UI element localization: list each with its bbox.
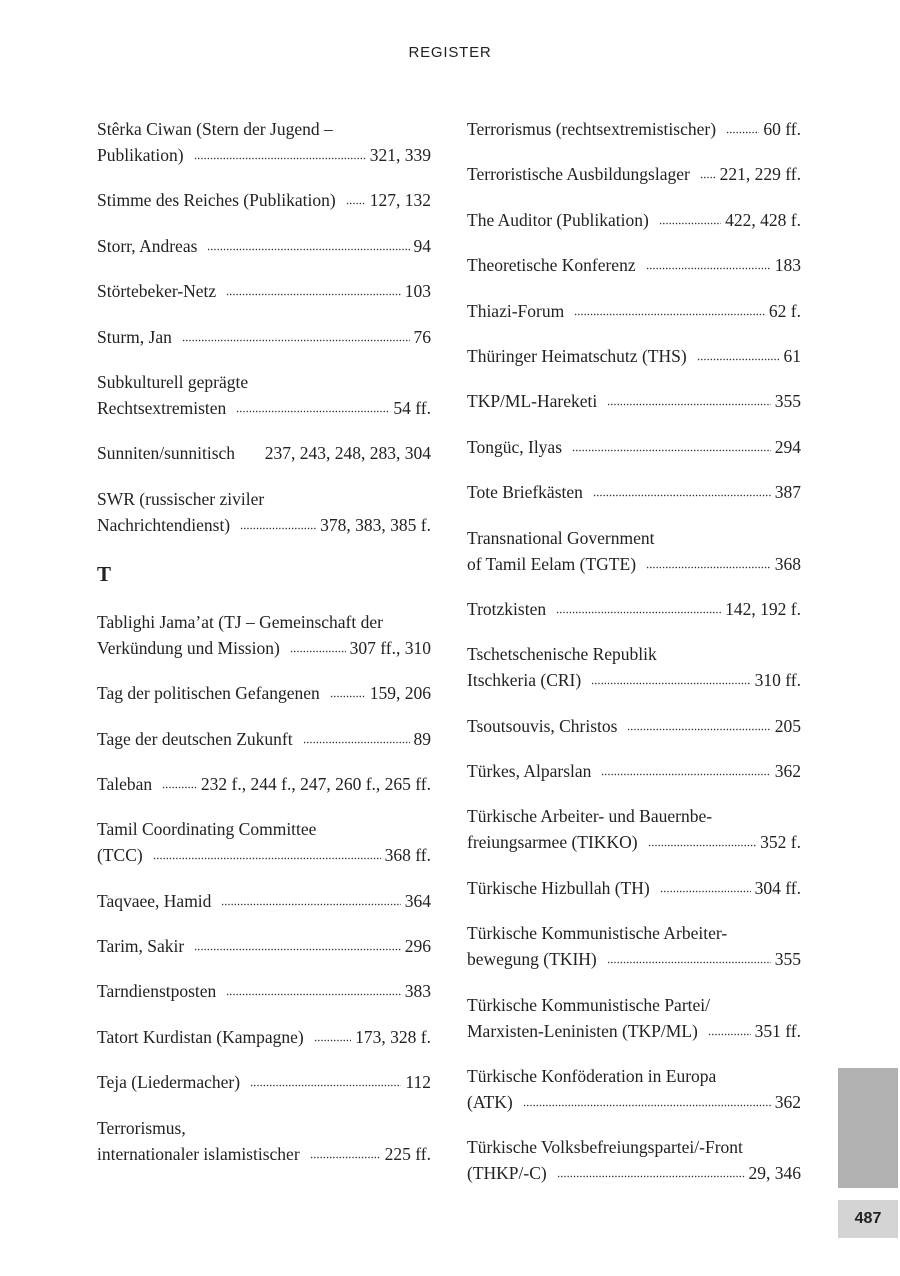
index-entry <box>97 1115 431 1167</box>
index-entry <box>467 343 801 369</box>
entry-last-line <box>467 116 801 142</box>
entry-term: Türkes, Alparslan <box>467 761 592 782</box>
entry-term: Tsoutsouvis, Christos <box>467 715 618 736</box>
dot-leader <box>194 947 401 951</box>
index-entry <box>97 369 431 421</box>
entry-pages: 54 ff. <box>393 397 431 418</box>
dot-leader <box>162 785 197 789</box>
entry-pages: 62 f. <box>768 300 801 321</box>
entry-last-line <box>467 1160 801 1186</box>
entry-last-line <box>467 388 801 414</box>
entry-last-line <box>97 1141 431 1167</box>
dot-leader <box>245 454 261 458</box>
entry-last-line <box>97 978 431 1004</box>
index-entry <box>97 726 431 752</box>
entry-pages: 296 <box>404 936 431 957</box>
entry-last-line <box>467 434 801 460</box>
page-number: 487 <box>838 1200 898 1238</box>
entry-term: Tarndienstposten <box>97 981 217 1002</box>
index-entry <box>97 278 431 304</box>
entry-term: Nachrichtendienst) <box>97 514 231 535</box>
entry-pages: 61 <box>783 345 801 366</box>
dot-leader <box>314 1038 351 1042</box>
entry-last-line <box>467 298 801 324</box>
entry-term: TKP/ML-Hareketi <box>467 391 598 412</box>
entry-term: Teja (Liedermacher) <box>97 1072 241 1093</box>
entry-term: Thiazi-Forum <box>467 300 565 321</box>
entry-term: Marxisten-Leninisten (TKP/ML) <box>467 1020 698 1041</box>
dot-leader <box>607 402 771 406</box>
entry-term: Itschkeria (CRI) <box>467 670 582 691</box>
entry-pages: 76 <box>413 326 431 347</box>
entry-term: Taleban <box>97 773 153 794</box>
entry-pages: 173, 328 f. <box>355 1026 431 1047</box>
index-entry <box>97 233 431 259</box>
entry-pages: 368 <box>774 553 801 574</box>
entry-term: Publikation) <box>97 145 184 165</box>
entry-term: freiungsarmee (TIKKO) <box>467 832 638 853</box>
entry-last-line <box>467 1018 801 1044</box>
index-entry <box>97 609 431 661</box>
entry-line <box>467 1063 801 1089</box>
entry-last-line <box>97 187 431 213</box>
entry-term: Storr, Andreas <box>97 235 198 256</box>
dot-leader <box>648 843 757 847</box>
entry-term: Taqvaee, Hamid <box>97 890 212 911</box>
entry-term: bewegung (TKIH) <box>467 949 597 970</box>
dot-leader <box>659 221 721 225</box>
index-entry <box>467 992 801 1044</box>
dot-leader <box>226 292 401 296</box>
index-entry <box>467 920 801 972</box>
entry-pages: 362 <box>774 761 801 782</box>
entry-line <box>467 641 801 667</box>
index-entry <box>97 816 431 868</box>
index-entry <box>467 116 801 142</box>
index-entry <box>467 1063 801 1115</box>
dot-leader <box>310 1155 381 1159</box>
entry-line <box>97 486 431 512</box>
entry-term: Tamil Coordinating Committee <box>97 819 317 840</box>
entry-pages: 183 <box>774 255 801 276</box>
entry-term: Trotzkisten <box>467 598 547 619</box>
entry-pages: 362 <box>774 1092 801 1113</box>
entry-last-line <box>467 875 801 901</box>
index-entry <box>97 888 431 914</box>
entry-last-line <box>97 440 431 466</box>
dot-leader <box>660 889 751 893</box>
entry-last-line <box>97 771 431 797</box>
entry-last-line <box>97 1069 431 1095</box>
entry-pages: 221, 229 ff. <box>719 164 801 185</box>
dot-leader <box>726 130 759 134</box>
index-entry <box>467 388 801 414</box>
entry-pages: 29, 346 <box>748 1163 801 1184</box>
dot-leader <box>523 1103 771 1107</box>
entry-term: Terrorismus, <box>97 1117 186 1138</box>
entry-term: Stimme des Reiches (Publikation) <box>97 190 336 211</box>
index-entry <box>467 641 801 693</box>
entry-last-line <box>97 142 431 168</box>
entry-term: Stêrka Ciwan (Stern der Jugend – <box>97 119 333 139</box>
entry-last-line <box>97 726 431 752</box>
entry-pages: 387 <box>774 482 801 503</box>
entry-term: Türkische Kommunistische Arbeiter- <box>467 923 728 944</box>
entry-pages: 352 f. <box>760 832 801 853</box>
entry-last-line <box>467 667 801 693</box>
index-entry <box>97 1024 431 1050</box>
index-entry <box>97 440 431 466</box>
entry-pages: 422, 428 f. <box>725 209 801 230</box>
section-letter: T <box>97 561 112 586</box>
entry-last-line <box>97 324 431 350</box>
dot-leader <box>591 681 750 685</box>
index-entry <box>97 486 431 538</box>
entry-term: SWR (russischer ziviler <box>97 488 265 509</box>
entry-term: Türkische Arbeiter- und Bauernbe- <box>467 806 713 827</box>
index-entry <box>97 187 431 213</box>
entry-pages: 237, 243, 248, 283, 304 <box>264 443 431 464</box>
dot-leader <box>182 338 410 342</box>
dot-leader <box>240 526 316 530</box>
entry-pages: 378, 383, 385 f. <box>320 514 431 535</box>
index-entry <box>467 479 801 505</box>
entry-pages: 355 <box>774 391 801 412</box>
entry-last-line <box>467 713 801 739</box>
dot-leader <box>646 266 771 270</box>
entry-term: Tschetschenische Republik <box>467 644 657 665</box>
entry-last-line <box>467 343 801 369</box>
entry-term: Türkische Hizbullah (TH) <box>467 877 650 898</box>
entry-term: Türkische Konföderation in Europa <box>467 1066 717 1087</box>
entry-last-line <box>467 551 801 577</box>
index-entry <box>97 933 431 959</box>
entries-before <box>97 116 431 538</box>
entries-right <box>467 116 801 1186</box>
dot-leader <box>153 856 381 860</box>
entry-last-line <box>467 946 801 972</box>
entry-line <box>467 525 801 551</box>
entry-pages: 321, 339 <box>369 145 431 165</box>
dot-leader <box>194 156 366 160</box>
dot-leader <box>557 1174 745 1178</box>
entry-last-line <box>467 207 801 233</box>
entry-pages: 383 <box>404 981 431 1002</box>
entry-last-line <box>467 479 801 505</box>
entry-term: Verkündung und Mission) <box>97 637 280 658</box>
entry-pages: 294 <box>774 436 801 457</box>
entry-term: Rechtsextremisten <box>97 397 227 418</box>
entry-line <box>97 609 431 635</box>
entry-term: (ATK) <box>467 1092 513 1113</box>
entry-last-line <box>97 278 431 304</box>
entry-last-line <box>467 829 801 855</box>
index-entry <box>467 596 801 622</box>
index-entry <box>97 324 431 350</box>
entry-line <box>467 803 801 829</box>
index-entry <box>467 713 801 739</box>
entry-last-line <box>97 395 431 421</box>
entry-last-line <box>97 635 431 661</box>
entry-last-line <box>467 758 801 784</box>
dot-leader <box>250 1083 401 1087</box>
entry-pages: 142, 192 f. <box>725 598 801 619</box>
running-header: REGISTER <box>408 44 492 61</box>
entry-term: Tatort Kurdistan (Kampagne) <box>97 1026 304 1047</box>
index-entry <box>97 1069 431 1095</box>
entry-last-line <box>97 512 431 538</box>
entry-last-line <box>97 1024 431 1050</box>
entry-term: (THKP/-C) <box>467 1163 547 1184</box>
entry-last-line <box>97 680 431 706</box>
entry-pages: 103 <box>404 281 431 302</box>
entry-pages: 355 <box>774 949 801 970</box>
entry-term: Sunniten/sunnitisch <box>97 443 236 464</box>
entry-line <box>97 816 431 842</box>
entry-term: Tag der politischen Gefangenen <box>97 683 320 704</box>
entry-term: (TCC) <box>97 845 143 866</box>
entry-last-line <box>467 596 801 622</box>
entry-term: Terrorismus (rechtsextremistischer) <box>467 119 717 139</box>
entry-term: internationaler islamistischer <box>97 1143 300 1164</box>
dot-leader <box>572 448 771 452</box>
entry-term: Türkische Kommunistische Partei/ <box>467 994 711 1015</box>
entry-line <box>467 920 801 946</box>
entry-line <box>467 992 801 1018</box>
dot-leader <box>346 201 366 205</box>
entry-pages: 60 ff. <box>763 119 801 139</box>
index-entry <box>467 1134 801 1186</box>
dot-leader <box>290 649 346 653</box>
entry-term: of Tamil Eelam (TGTE) <box>467 553 637 574</box>
index-entry <box>97 978 431 1004</box>
entry-term: Subkulturell geprägte <box>97 371 249 392</box>
dot-leader <box>646 565 771 569</box>
entry-pages: 127, 132 <box>369 190 431 211</box>
dot-leader <box>700 175 716 179</box>
index-entry <box>467 161 801 187</box>
index-entry <box>97 116 431 168</box>
entry-term: Terroristische Ausbildungslager <box>467 164 690 185</box>
dot-leader <box>556 610 721 614</box>
entry-pages: 304 ff. <box>754 877 801 898</box>
entry-line <box>97 369 431 395</box>
entry-term: The Auditor (Publikation) <box>467 209 649 230</box>
index-entry <box>97 771 431 797</box>
entry-pages: 310 ff. <box>754 670 801 691</box>
dot-leader <box>303 740 410 744</box>
entry-last-line <box>467 1089 801 1115</box>
entry-last-line <box>97 233 431 259</box>
dot-leader <box>574 312 765 316</box>
entry-term: Tablighi Jama’at (TJ – Gemeinschaft der <box>97 611 383 632</box>
entry-pages: 368 ff. <box>384 845 431 866</box>
entry-last-line <box>97 888 431 914</box>
index-entry <box>467 298 801 324</box>
index-entry <box>467 252 801 278</box>
entry-pages: 205 <box>774 715 801 736</box>
index-entry <box>467 875 801 901</box>
dot-leader <box>221 902 400 906</box>
dot-leader <box>593 493 771 497</box>
entry-line <box>97 116 431 142</box>
entry-term: Störtebeker-Netz <box>97 281 217 302</box>
entries-after <box>97 609 431 1167</box>
dot-leader <box>708 1032 751 1036</box>
entry-term: Transnational Government <box>467 527 655 548</box>
index-entry <box>97 680 431 706</box>
entry-pages: 232 f., 244 f., 247, 260 f., 265 ff. <box>200 773 431 794</box>
dot-leader <box>697 357 780 361</box>
dot-leader <box>236 409 389 413</box>
entry-term: Tage der deutschen Zukunft <box>97 728 293 749</box>
entry-term: Türkische Volksbefreiungspartei/-Front <box>467 1137 743 1158</box>
entry-pages: 364 <box>404 890 431 911</box>
index-entry <box>467 434 801 460</box>
index-entry <box>467 758 801 784</box>
dot-leader <box>226 992 400 996</box>
entry-term: Tarim, Sakir <box>97 936 185 957</box>
dot-leader <box>601 772 770 776</box>
entry-pages: 89 <box>413 728 431 749</box>
entry-pages: 225 ff. <box>384 1143 431 1164</box>
entry-pages: 307 ff., 310 <box>349 637 431 658</box>
entry-pages: 112 <box>405 1072 431 1093</box>
index-entry <box>467 525 801 577</box>
index-column-right <box>467 116 801 1206</box>
dot-leader <box>607 960 771 964</box>
entry-pages: 94 <box>413 235 431 256</box>
thumb-index-tab <box>838 1068 898 1188</box>
dot-leader <box>207 247 409 251</box>
entry-last-line <box>467 252 801 278</box>
entry-term: Thüringer Heimatschutz (THS) <box>467 345 687 366</box>
entry-line <box>97 1115 431 1141</box>
entry-last-line <box>97 933 431 959</box>
dot-leader <box>627 727 770 731</box>
index-entry <box>467 803 801 855</box>
entry-term: Theoretische Konferenz <box>467 255 636 276</box>
entry-pages: 351 ff. <box>754 1020 801 1041</box>
dot-leader <box>330 694 366 698</box>
entry-term: Sturm, Jan <box>97 326 172 347</box>
entry-pages: 159, 206 <box>369 683 431 704</box>
entry-term: Tongüc, Ilyas <box>467 436 563 457</box>
entry-last-line <box>467 161 801 187</box>
index-column-left <box>97 116 431 1186</box>
index-entry <box>467 207 801 233</box>
entry-term: Tote Briefkästen <box>467 482 583 503</box>
entry-line <box>467 1134 801 1160</box>
entry-last-line <box>97 842 431 868</box>
